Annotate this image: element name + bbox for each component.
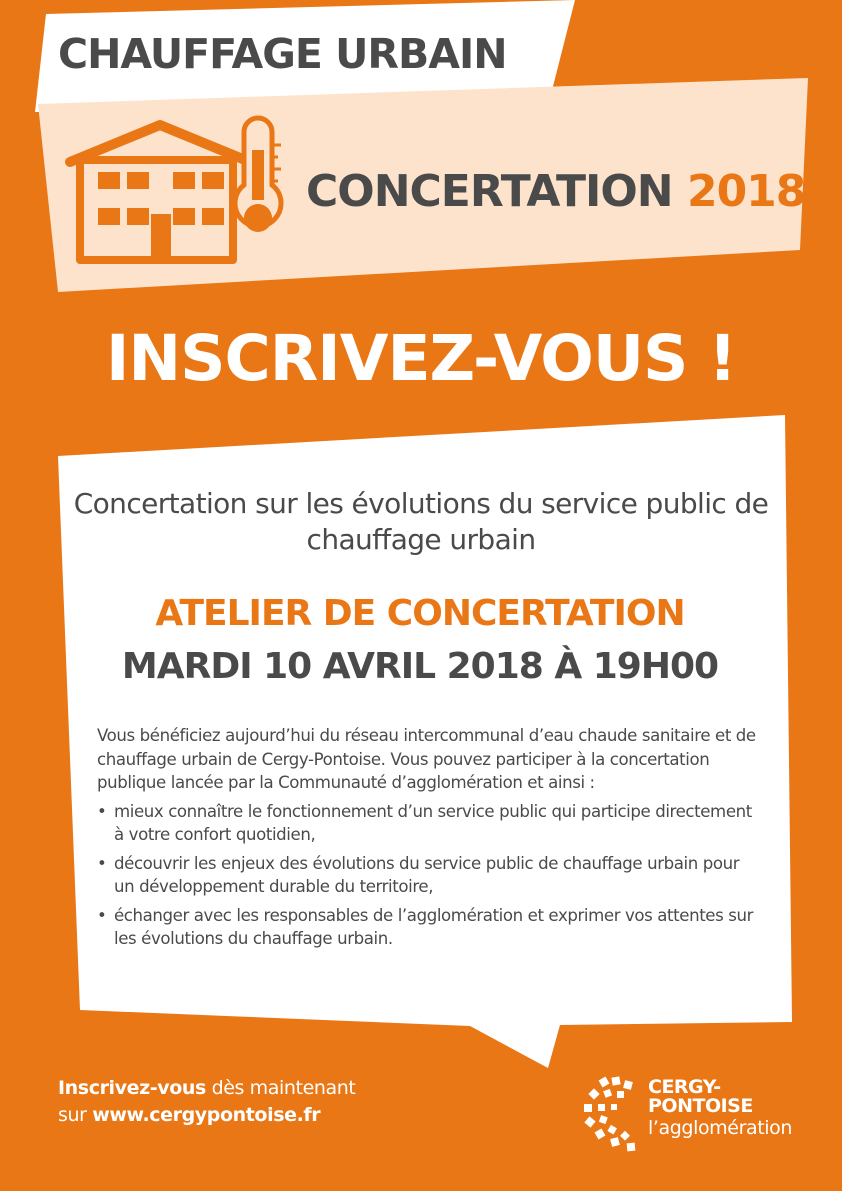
footer-url-prefix: sur [58,1104,93,1126]
list-item-text: mieux connaître le fonctionnement d’un service public qui participe directement à votre confort quotidien, [114,801,752,844]
bullet-icon: • [97,905,107,925]
logo-name-line1: CERGY- [648,1076,721,1098]
logo-tagline: l’agglomération [648,1117,793,1139]
logo-name-line2: PONTOISE [648,1095,753,1117]
event-date: MARDI 10 AVRIL 2018 À 19H00 [121,646,719,687]
event-title: ATELIER DE CONCERTATION [155,593,685,634]
list-item [97,904,757,951]
footer-register-label: Inscrivez-vous [58,1077,206,1099]
event-subtitle: Concertation sur les évolutions du service public de chauffage urbain [73,487,769,556]
intro-paragraph: Vous bénéficiez aujourd’hui du réseau intercommunal d’eau chaude sanitaire et de chauffage urbain de Cergy-Pontoise. Vous pouvez participer à la concertation publique lancée par la Communauté d’agglomération et ainsi : [97,726,756,792]
concertation-heading [306,166,805,217]
list-item [97,852,757,899]
footer-url-link[interactable]: www.cergypontoise.fr [92,1104,321,1126]
concertation-word: CONCERTATION [306,166,673,217]
page-title: CHAUFFAGE URBAIN [58,30,507,78]
list-item [97,800,757,847]
list-item-text: découvrir les enjeux des évolutions du service public de chauffage urbain pour un développement durable du territoire, [114,853,740,896]
list-item-text: échanger avec les responsables de l’agglomération et exprimer vos attentes sur les évolutions du chauffage urbain. [114,905,754,948]
benefits-list [97,800,757,951]
event-description [97,724,757,951]
call-to-action-heading: INSCRIVEZ-VOUS ! [105,322,737,395]
footer-register-note [58,1075,355,1129]
thermometer-icon [235,118,281,232]
footer-register-rest: dès maintenant [205,1077,356,1099]
concertation-year: 2018 [686,166,806,217]
cergy-pontoise-logo [648,1078,792,1140]
cergy-pontoise-logo-icon [584,1076,635,1151]
bullet-icon: • [97,853,107,873]
bullet-icon: • [97,801,107,821]
